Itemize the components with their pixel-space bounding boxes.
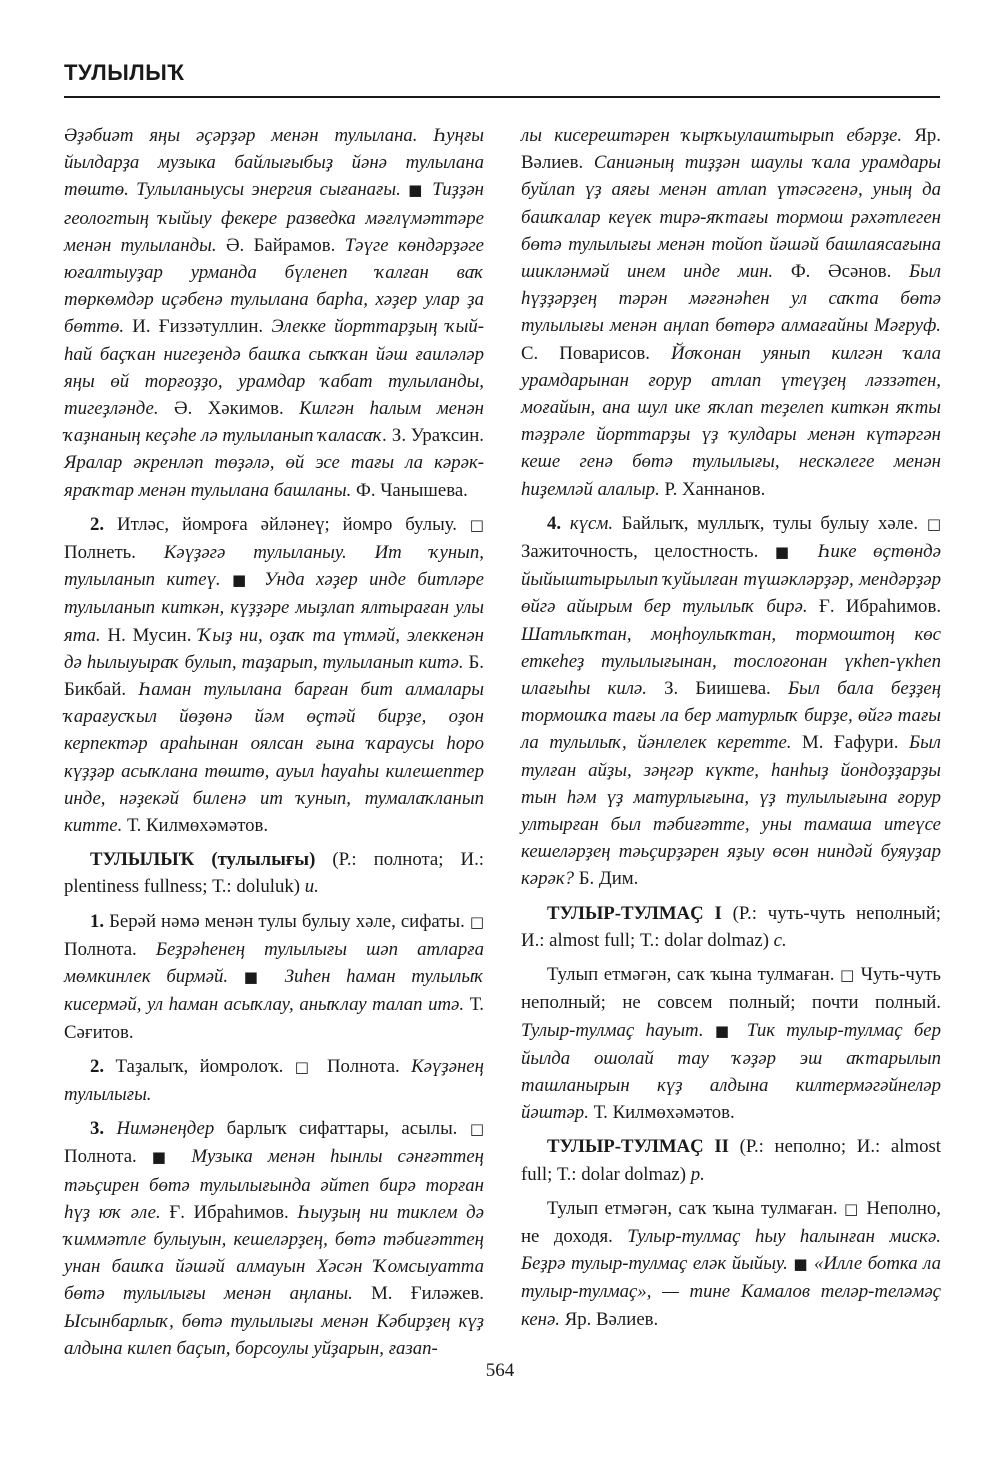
russian-equivalent: Полнота. xyxy=(64,938,137,960)
example-text: Яралар әкренләп төҙәлә, өй эсе тағы ла кәрәк-яраҡтар менән тулылана башланы. xyxy=(64,452,484,501)
sense-paragraph xyxy=(64,511,484,839)
definition: барлыҡ сифаттары, асылы. xyxy=(226,1118,458,1140)
headword: ТУЛЫР-ТУЛМАҪ II xyxy=(547,1136,729,1158)
citation-author: Ф. Чанышева. xyxy=(355,479,468,501)
citation-author: Т. Килмөхәмәтов. xyxy=(593,1102,735,1124)
example-text: Ысынбарлыҡ, бөтә тулылығы менән Кәбирҙең күҙ алдына килеп баҫып, борсоулы уйҙарын, ғазап- xyxy=(64,1310,484,1359)
entry-heading xyxy=(521,1133,941,1187)
definition: Итләс, йомроға әйләнеү; йомро булыу. xyxy=(117,513,457,535)
box-marker: □ xyxy=(469,912,484,931)
russian-equivalent: Зажиточность, целостность. xyxy=(521,541,759,563)
russian-equivalent: Неполно, не доходя. xyxy=(521,1197,941,1247)
example-text: Унда хәҙер инде битләре тулыланып киткән, күҙҙәре мыҙлап ялтыраған улы ята. xyxy=(64,569,484,646)
example-marker: ■ xyxy=(714,1021,736,1040)
example-text: Һыуҙың ни тиклем дә ҡиммәтле булыуын, кешеләрҙең, бөтә тәбиғәттең унан башҡа йәшәй алмауын Хәсән Ҡомсыуатта бөтә тулылығы менән аңланы. xyxy=(64,1201,484,1305)
citation-author: Ф. Әсәнов. xyxy=(790,261,892,283)
example-marker: ■ xyxy=(774,543,801,562)
example-text: Ҡыҙ ни, оҙаҡ та үтмәй, элеккенән дә һылыуыраҡ булып, таҙарып, тулыланып китә. xyxy=(64,624,485,673)
sense-paragraph xyxy=(521,1195,941,1333)
citation-author: Ә. Хәкимов. xyxy=(174,398,284,420)
example-text: Әҙәбиәт яңы әҫәрҙәр менән тулылана. Һуңғы йылдарҙа музыка байлығыбыҙ йәнә тулылана төштө. Тулыланыусы энергия сығанағы. xyxy=(64,125,484,201)
example-text: лы кисерештәрен ҡырҡыулаштырып ебәрҙе. xyxy=(521,125,903,146)
sense-paragraph xyxy=(64,908,484,1046)
headword: ТУЛЫР-ТУЛМАҪ I xyxy=(547,902,722,924)
definition: Тулып етмәгән, саҡ ҡына тулмаған. xyxy=(547,1197,838,1219)
citation-author: Б. Дим. xyxy=(578,868,639,890)
example-text: «Илле ботка ла тулыр-тулмаҫ», — тине Камалов теләр-теләмәҫ кенә. xyxy=(521,1253,941,1330)
right-column xyxy=(521,122,941,1333)
citation-author: Т. Килмөхәмәтов. xyxy=(127,815,269,837)
usage-label: күсм. xyxy=(569,512,614,534)
sense-paragraph xyxy=(521,510,941,893)
example-text: Тулыр-тулмаҫ һауыт. xyxy=(521,1019,704,1041)
part-of-speech: р. xyxy=(690,1163,705,1185)
example-text: Саниәның тиҙҙән шаулы ҡала урамдары буйлап үҙ аяғы менән атлап үтәсәгенә, уның да башҡалар кеүек тирә-яҡтағы тормош рәхәтлеген бөтә тулылығы менән тойоп йәшәй башлаясағына шикләнмәй инем инде мин. xyxy=(521,152,941,283)
sense-paragraph xyxy=(521,961,941,1126)
left-column xyxy=(64,122,484,1362)
box-marker: □ xyxy=(840,966,856,985)
example-text: Элекке йорттарҙың ҡый-һай баҫҡан нигеҙендә башҡа сыҡҡан йәш ғаиләләр яңы өй торғоҙҙо, урамдар ҡабат тулыланды, тигеҙләнде. xyxy=(64,316,484,420)
header-rule xyxy=(64,96,940,98)
example-text: Һаман тулылана барған бит алмалары ҡарағусҡыл йөҙөнә йәм өҫтәй бирҙе, оҙон керпектәр араһынан оялсан ғына ҡараусы һоро күҙҙәр асыҡлана төштө, ауыл һауаһы килешептер инде, нәҙекәй биленә ит ҡунып, тумалаҡланып китте. xyxy=(64,679,484,837)
example-text: Кәүҙәгә тулыланыу. Ит ҡунып, тулыланып китеү. xyxy=(64,542,484,591)
example-text: Музыка менән һынлы сәнғәттең тәьҫирен бөтә тулылығында әйтеп бирә торған һүҙ юҡ әле. xyxy=(64,1146,484,1223)
example-marker: ■ xyxy=(232,571,253,590)
citation-author: Р. Ханнанов. xyxy=(664,478,766,500)
russian-equivalent: Чуть-чуть неполный; не совсем полный; почти полный. xyxy=(521,964,941,1014)
citation-author: Т. Сәғитов. xyxy=(64,994,484,1043)
citation-author: Яр. Вәлиев. xyxy=(564,1308,659,1330)
example-text: Һике өҫтөндә йыйыштырылып ҡуйылған түшәкләрҙәр, мендәрҙәр өйгә айырым бер тулылыҡ бирә. xyxy=(521,541,941,618)
example-text: Беҙрәһенең тулылығы шәп атларға мөмкинлек бирмәй. xyxy=(64,938,484,988)
translation-gloss: (Р.: чуть-чуть неполный; И.: almost full; Т.: dolar dolmaz) xyxy=(521,902,941,951)
headword-form: (тулылығы) xyxy=(211,849,316,871)
sense-number: 1. xyxy=(90,910,105,932)
sense-paragraph xyxy=(64,122,484,504)
russian-equivalent: Полнеть. xyxy=(64,542,136,564)
citation-author: Ғ. Ибраһимов. xyxy=(818,596,942,618)
example-marker: ■ xyxy=(793,1255,809,1274)
citation-author: З. Биишева. xyxy=(664,678,771,700)
russian-equivalent: Полнота. xyxy=(64,1146,137,1168)
part-of-speech: с. xyxy=(773,929,787,951)
citation-author: М. Ғафури. xyxy=(802,732,899,754)
box-marker: □ xyxy=(926,514,942,533)
example-text: Килгән һалым менән ҡаҙнаның кеҫәһе лә тулыланып ҡаласаҡ. xyxy=(64,398,484,447)
citation-author: С. Поварисов. xyxy=(521,342,650,364)
sense-paragraph xyxy=(521,122,941,503)
entry-heading xyxy=(64,846,484,900)
part-of-speech: и. xyxy=(304,876,319,898)
citation-author: З. Ураҡсин. xyxy=(391,425,485,447)
box-marker: □ xyxy=(469,515,484,534)
box-marker: □ xyxy=(294,1057,316,1076)
example-marker: ■ xyxy=(151,1148,177,1167)
russian-equivalent: Полнота. xyxy=(326,1055,400,1077)
entry-heading xyxy=(521,900,941,954)
example-text: Тиҙҙән геологтың ҡыйыу фекере разведка мәғлүмәттәре менән тулыланды. xyxy=(64,179,484,256)
box-marker: □ xyxy=(469,1120,485,1139)
translation-gloss: (Р.: неполно; И.: almost full; Т.: dolar dolmaz) xyxy=(521,1136,941,1185)
citation-author: Н. Мусин. xyxy=(107,624,192,646)
example-text: Кәүҙәнең тулылығы. xyxy=(64,1055,484,1105)
example-text: Зиһен һаман тулылыҡ кисермәй, ул һаман асыҡлау, аныҡлау талап итә. xyxy=(64,966,484,1016)
definition-italic: Нимәнеңдер xyxy=(116,1118,215,1140)
example-text: Был тулған айҙы, зәңгәр күкте, һанһыҙ йондоҙҙарҙы тын һәм үҙ матурлығына, үҙ тулылығына ғорур ултырған был тәбиғәтте, уны тамаша итеүсе кешеләрҙең тәьҫирҙәрен яҙыу өсөн ниндәй буяуҙар кәрәк? xyxy=(521,732,941,890)
example-text: Тулыр-тулмаҫ һыу һалынған мискә. Беҙрә тулыр-тулмаҫ еләк йыйыу. xyxy=(521,1225,941,1275)
page-number: 564 xyxy=(485,1360,515,1381)
definition: Тулып етмәгән, саҡ ҡына тулмаған. xyxy=(547,964,835,986)
sense-paragraph xyxy=(64,1053,484,1108)
headword: ТУЛЫЛЫҠ xyxy=(90,849,195,871)
citation-author: Ә. Байрамов. xyxy=(225,234,336,256)
citation-author: Б. Бикбай. xyxy=(64,651,484,701)
citation-author: Яр. Вәлиев. xyxy=(521,125,941,174)
citation-author: И. Ғиззәтуллин. xyxy=(132,316,264,338)
definition: Байлыҡ, муллыҡ, тулы булыу хәле. xyxy=(621,512,919,534)
example-text: Йоҡонан уянып килгән ҡала урамдарынан ғорур атлап үтеүҙең ләззәтен, моғайын, ана шул ике яҡлап теҙелеп киткән яҡты тәҙрәле йорттарҙы үҙ ҡулдары менән күтәргән кеше генә бөтә тулылығы, нескәлеге менән һиҙемләй алалыр. xyxy=(521,342,941,500)
citation-author: М. Ғиләжев. xyxy=(371,1283,485,1305)
running-header: ТУЛЫЛЫҠ xyxy=(64,60,185,85)
sense-number: 4. xyxy=(547,512,562,534)
example-marker: ■ xyxy=(243,968,269,987)
sense-number: 2. xyxy=(90,513,105,535)
definition: Таҙалыҡ, йомролоҡ. xyxy=(115,1055,284,1077)
example-text: Был бала беҙҙең тормошҡа тағы ла бер матурлыҡ бирҙе, өйгә тағы ла тулылыҡ, йәнлелек керетте. xyxy=(521,678,942,754)
example-text: Тәүге көндәрҙәге юғалтыуҙар урманда бүленеп ҡалған ваҡ төркөмдәр иҫәбенә тулылана барһа, хәҙер улар ҙа бөттө. xyxy=(64,234,484,338)
box-marker: □ xyxy=(844,1199,860,1218)
sense-number: 2. xyxy=(90,1055,105,1077)
sense-number: 3. xyxy=(90,1118,105,1140)
example-text: Шатлыҡтан, моңһоулыҡтан, тормоштоң көс еткеһеҙ тулылығынан, тослоғонан үкһеп-үкһеп илағыһы килә. xyxy=(521,623,941,700)
sense-paragraph xyxy=(64,1115,484,1362)
example-marker: ■ xyxy=(408,181,425,200)
example-text: Был һүҙҙәрҙең тәрән мәғәнәһен ул саҡта бөтә тулылығы менән аңлап бөтөрә алмағайны Мәғруф. xyxy=(521,261,941,337)
translation-gloss: (Р.: полнота; И.: plentiness fullness; Т.: doluluk) xyxy=(64,849,484,898)
citation-author: Ғ. Ибраһимов. xyxy=(169,1201,289,1223)
definition: Берәй нәмә менән тулы булыу хәле, сифаты. xyxy=(109,910,465,932)
example-text: Тик тулыр-тулмаҫ бер йылда ошолай тау ҡәҙәр эш аҡтарылып ташланырын күҙ алдына килтермәгәйнеләр йәштәр. xyxy=(521,1019,941,1124)
